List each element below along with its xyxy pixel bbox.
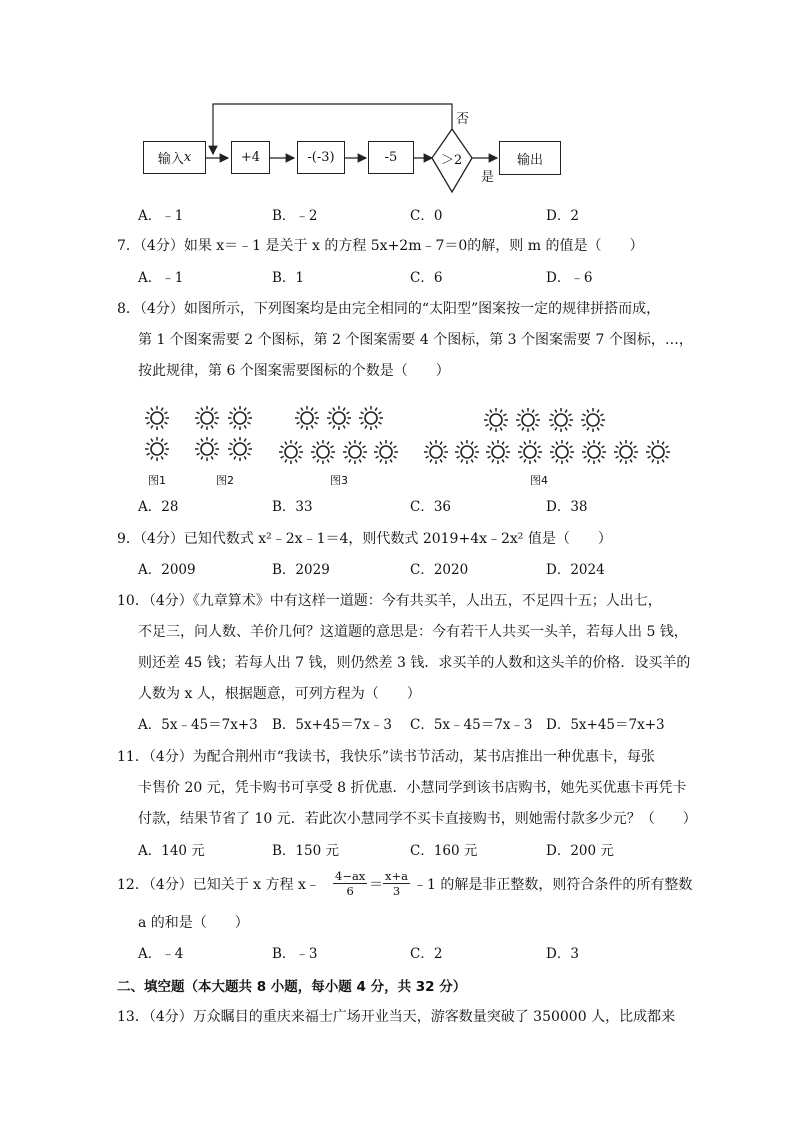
q8-option-b: B．33 <box>272 499 313 515</box>
output-label: 输出 <box>516 152 543 168</box>
q10-option-b: B．5x+45＝7x﹣3 <box>272 717 392 733</box>
sun-icon <box>423 439 449 465</box>
q11-question-line1: 11．（4分）为配合荆州市“我读书，我快乐”读书节活动，某书店推出一种优惠卡，每张 <box>117 749 656 765</box>
sun-icon <box>517 439 543 465</box>
q7-option-c: C．6 <box>410 270 443 286</box>
q11-question-line2: 卡售价 20 元，凭卡购书可享受 8 折优惠．小慧同学到该书店购书，她先买优惠卡再凭卡 <box>138 780 687 796</box>
fig2-label: 图2 <box>216 474 234 487</box>
q9-question: 9．（4分）已知代数式 x²﹣2x﹣1＝4，则代数式 2019+4x﹣2x² 值是（ ） <box>117 531 612 547</box>
q10-option-a: A．5x﹣45＝7x+3 <box>138 717 258 733</box>
decision-label: ＞2 <box>441 153 463 168</box>
sun-icon <box>485 439 511 465</box>
sun-icon <box>358 405 384 431</box>
q12-option-d: D．3 <box>546 946 579 962</box>
q8-question-line1: 8．（4分）如图所示，下列图案均是由完全相同的“太阳型”图案按一定的规律拼搭而成， <box>117 301 661 317</box>
q11-option-b: B．150 元 <box>272 843 339 859</box>
q7-question: 7．（4分）如果 x＝﹣1 是关于 x 的方程 5x+2m﹣7＝0的解，则 m 的值是（ ） <box>117 238 644 254</box>
q8-question-line2: 第 1 个图案需要 2 个图标，第 2 个图案需要 4 个图标，第 3 个图案需要 7 个图标，…， <box>138 332 693 348</box>
fig3-label: 图3 <box>330 474 348 487</box>
input-box <box>143 141 206 174</box>
q10-question-line4: 人数为 x 人，根据题意，可列方程为（ ） <box>138 686 421 702</box>
step-minus-5-label: -5 <box>384 150 398 165</box>
input-label: 输入 <box>157 152 184 167</box>
q12-question-line2: a 的和是（ ） <box>138 915 249 931</box>
q13-question-line1: 13．（4分）万众瞩目的重庆来福士广场开业当天，游客数量突破了 350000 人，比成都来 <box>117 1009 676 1025</box>
q7-option-b: B．1 <box>272 270 305 286</box>
q9-option-a: A．2009 <box>138 562 196 578</box>
sun-icon <box>548 407 574 433</box>
no-label: 否 <box>456 112 470 127</box>
step-add-4-label: +4 <box>240 150 261 165</box>
fig4-label: 图4 <box>530 474 548 487</box>
q9-option-c: C．2020 <box>410 562 469 578</box>
sun-icon <box>613 439 639 465</box>
sun-icon <box>194 436 220 462</box>
q10-option-d: D．5x+45＝7x+3 <box>546 717 665 733</box>
sun-icon <box>645 439 671 465</box>
q9-option-d: D．2024 <box>546 562 605 578</box>
q12-fraction-2-numerator: x+a <box>385 869 408 883</box>
q12-fraction-2 <box>383 869 410 898</box>
sun-icon <box>326 405 352 431</box>
q8-option-d: D．38 <box>546 499 588 515</box>
q11-option-d: D．200 元 <box>546 843 614 859</box>
step-add-4 <box>231 141 270 174</box>
q7-option-a: A．﹣1 <box>138 270 184 286</box>
step-minus-neg3 <box>297 141 345 174</box>
q10-question-line3: 则还差 45 钱；若每人出 7 钱，则仍然差 3 钱．求买羊的人数和这头羊的价格．设买羊的 <box>138 655 691 671</box>
sun-icon <box>580 407 606 433</box>
step-minus-5 <box>368 141 414 174</box>
q8-question-line3: 按此规律，第 6 个图案需要图标的个数是（ ） <box>138 363 450 379</box>
q12-fraction-1-numerator: 4−ax <box>335 869 366 883</box>
q12-option-b: B．﹣3 <box>272 946 318 962</box>
step-minus-neg3-label: -(-3) <box>307 150 335 165</box>
q6-option-c: C．0 <box>410 208 443 224</box>
q11-question-line3: 付款，结果节省了 10 元．若此次小慧同学不买卡直接购书，则她需付款多少元？（ ） <box>138 811 697 827</box>
q12-equals: ＝ <box>369 877 383 893</box>
q12-fraction-1 <box>333 869 367 898</box>
sun-icon <box>454 439 480 465</box>
q10-option-c: C．5x﹣45＝7x﹣3 <box>410 717 533 733</box>
q12-option-c: C．2 <box>410 946 443 962</box>
q7-option-d: D．﹣6 <box>546 270 593 286</box>
flowchart-lines <box>0 0 794 210</box>
q10-question-line2: 不足三，问人数、羊价几何？这道题的意思是：今有若干人共买一头羊，若每人出 5 钱， <box>138 624 688 640</box>
yes-label: 是 <box>481 170 495 185</box>
q8-option-c: C．36 <box>410 499 452 515</box>
section-heading: 二、填空题（本大题共 8 小题，每小题 4 分，共 32 分） <box>117 979 467 995</box>
sun-icon <box>144 436 170 462</box>
q9-option-b: B．2029 <box>272 562 330 578</box>
q8-option-a: A．28 <box>138 499 179 515</box>
sun-icon <box>144 405 170 431</box>
q6-option-a: A．﹣1 <box>138 208 184 224</box>
fig1-label: 图1 <box>148 474 166 487</box>
sun-icon <box>310 439 336 465</box>
q11-option-a: A．140 元 <box>138 843 205 859</box>
q12-question-prefix: 12．（4分）已知关于 x 方程 x﹣ <box>117 877 320 893</box>
output-box <box>499 141 561 175</box>
sun-icon <box>549 439 575 465</box>
q12-question-suffix: ﹣1 的解是非正整数，则符合条件的所有整数 <box>413 877 693 893</box>
q6-option-d: D．2 <box>546 208 579 224</box>
sun-icon <box>194 405 220 431</box>
input-var: x <box>183 150 192 165</box>
sun-icon <box>373 439 399 465</box>
q12-option-a: A．﹣4 <box>138 946 184 962</box>
sun-icon <box>483 407 509 433</box>
sun-icon <box>294 405 320 431</box>
q6-option-b: B．﹣2 <box>272 208 318 224</box>
sun-icon <box>515 407 541 433</box>
sun-icon <box>227 436 253 462</box>
sun-icon <box>227 405 253 431</box>
q12-fraction-2-denominator: 3 <box>392 884 401 898</box>
q10-question-line1: 10．（4分）《九章算术》中有这样一道题：今有共买羊，人出五，不足四十五；人出七， <box>117 593 662 609</box>
sun-icon <box>342 439 368 465</box>
q11-option-c: C．160 元 <box>410 843 478 859</box>
sun-icon <box>581 439 607 465</box>
sun-icon <box>278 439 304 465</box>
q12-fraction-1-denominator: 6 <box>346 884 354 898</box>
